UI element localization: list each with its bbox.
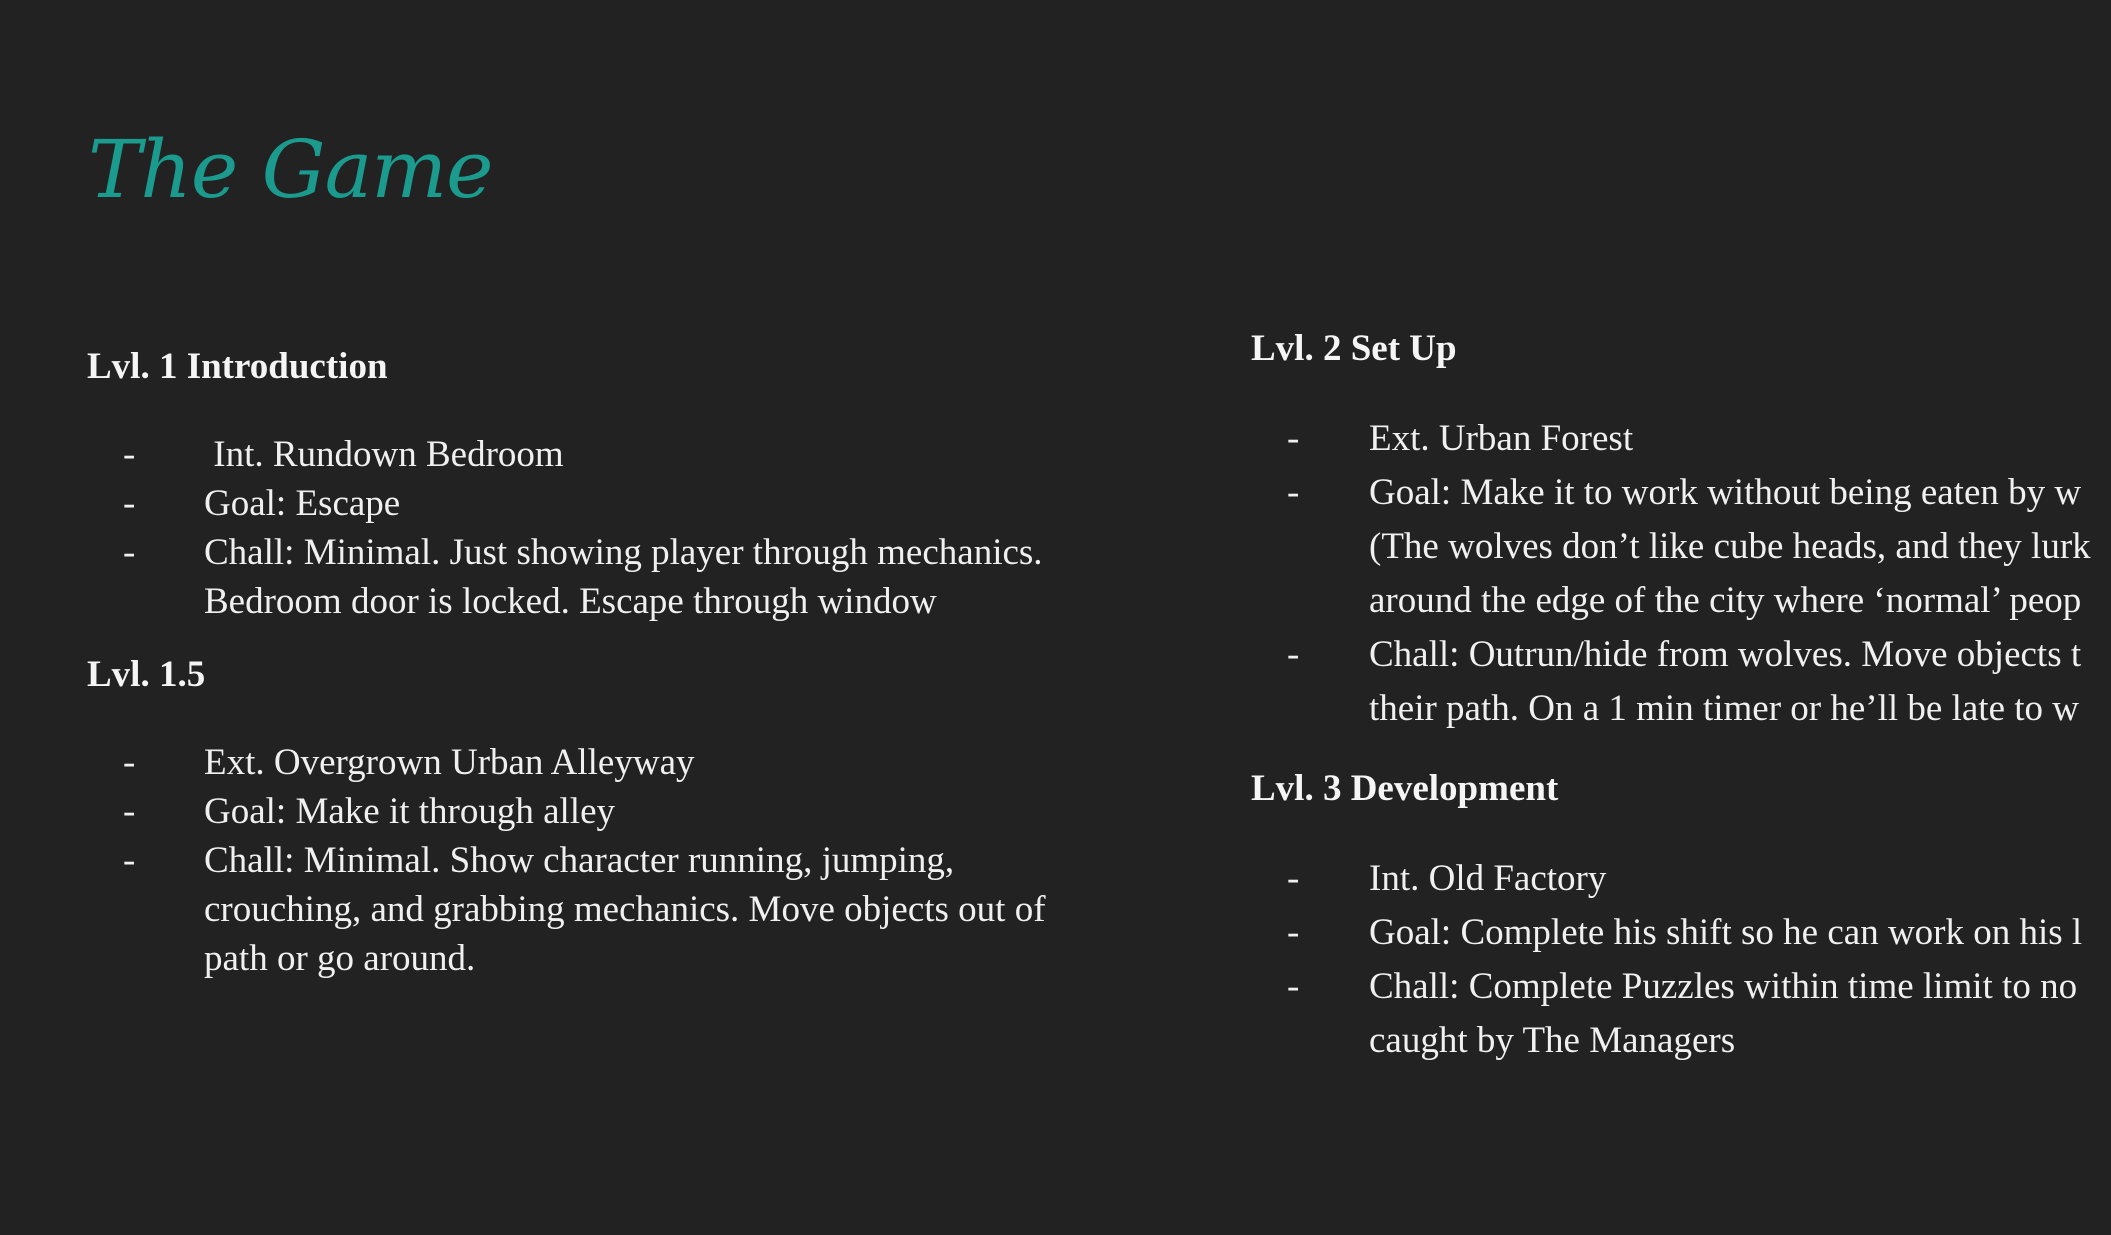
bullet-item [1251, 852, 2111, 906]
bullet-dash: - [1287, 912, 1300, 953]
level-section [87, 652, 1107, 983]
bullet-dash: - [123, 840, 136, 881]
bullet-dash: - [123, 434, 136, 475]
level-heading: Lvl. 1.5 [87, 654, 206, 695]
bullet-text: Chall: Complete Puzzles within time limit to no caught by The Managers [1369, 966, 2078, 1061]
bullet-list [87, 430, 1107, 626]
bullet-dash: - [1287, 634, 1300, 675]
slide-title: The Game [88, 123, 493, 216]
bullet-text: Int. Old Factory [1369, 858, 1607, 899]
bullet-item [87, 787, 1107, 836]
bullet-text: Goal: Make it through alley [204, 791, 616, 832]
bullet-text: Ext. Overgrown Urban Alleyway [204, 742, 695, 783]
bullet-text: Goal: Make it to work without being eaten by w (The wolves don’t like cube heads, and they lurk around the edge of the city where ‘normal’ peop [1369, 472, 2091, 621]
bullet-dash: - [123, 532, 136, 573]
bullet-text: Chall: Outrun/hide from wolves. Move objects t their path. On a 1 min timer or he’ll be late to w [1369, 634, 2082, 729]
bullet-dash: - [123, 483, 136, 524]
bullet-item [1251, 412, 2111, 466]
bullet-list [1251, 852, 2111, 1068]
bullet-dash: - [1287, 966, 1300, 1007]
bullet-text: Int. Rundown Bedroom [204, 434, 564, 475]
bullet-item [87, 738, 1107, 787]
bullet-item [1251, 906, 2111, 960]
bullet-dash: - [1287, 418, 1300, 459]
bullet-list [87, 738, 1107, 983]
right-column [1251, 326, 2111, 1098]
level-heading: Lvl. 2 Set Up [1251, 328, 1457, 369]
level-section [1251, 326, 2111, 736]
level-heading: Lvl. 1 Introduction [87, 346, 388, 387]
bullet-item [1251, 466, 2111, 628]
bullet-item [1251, 628, 2111, 736]
bullet-text: Goal: Complete his shift so he can work on his l [1369, 912, 2083, 953]
bullet-dash: - [1287, 472, 1300, 513]
bullet-text: Chall: Minimal. Show character running, jumping, crouching, and grabbing mechanics. Move objects out of path or go around. [204, 840, 1046, 979]
bullet-item [1251, 960, 2111, 1068]
level-section [87, 344, 1107, 626]
bullet-text: Ext. Urban Forest [1369, 418, 1634, 459]
bullet-item [87, 430, 1107, 479]
left-column [87, 344, 1107, 1009]
bullet-text: Goal: Escape [204, 483, 401, 524]
bullet-list [1251, 412, 2111, 736]
bullet-text: Chall: Minimal. Just showing player through mechanics. Bedroom door is locked. Escape through window [204, 532, 1043, 622]
level-section [1251, 766, 2111, 1068]
bullet-dash: - [123, 742, 136, 783]
bullet-dash: - [1287, 858, 1300, 899]
level-heading: Lvl. 3 Development [1251, 768, 1559, 809]
bullet-dash: - [123, 791, 136, 832]
bullet-item [87, 479, 1107, 528]
bullet-item [87, 836, 1107, 983]
bullet-item [87, 528, 1107, 626]
